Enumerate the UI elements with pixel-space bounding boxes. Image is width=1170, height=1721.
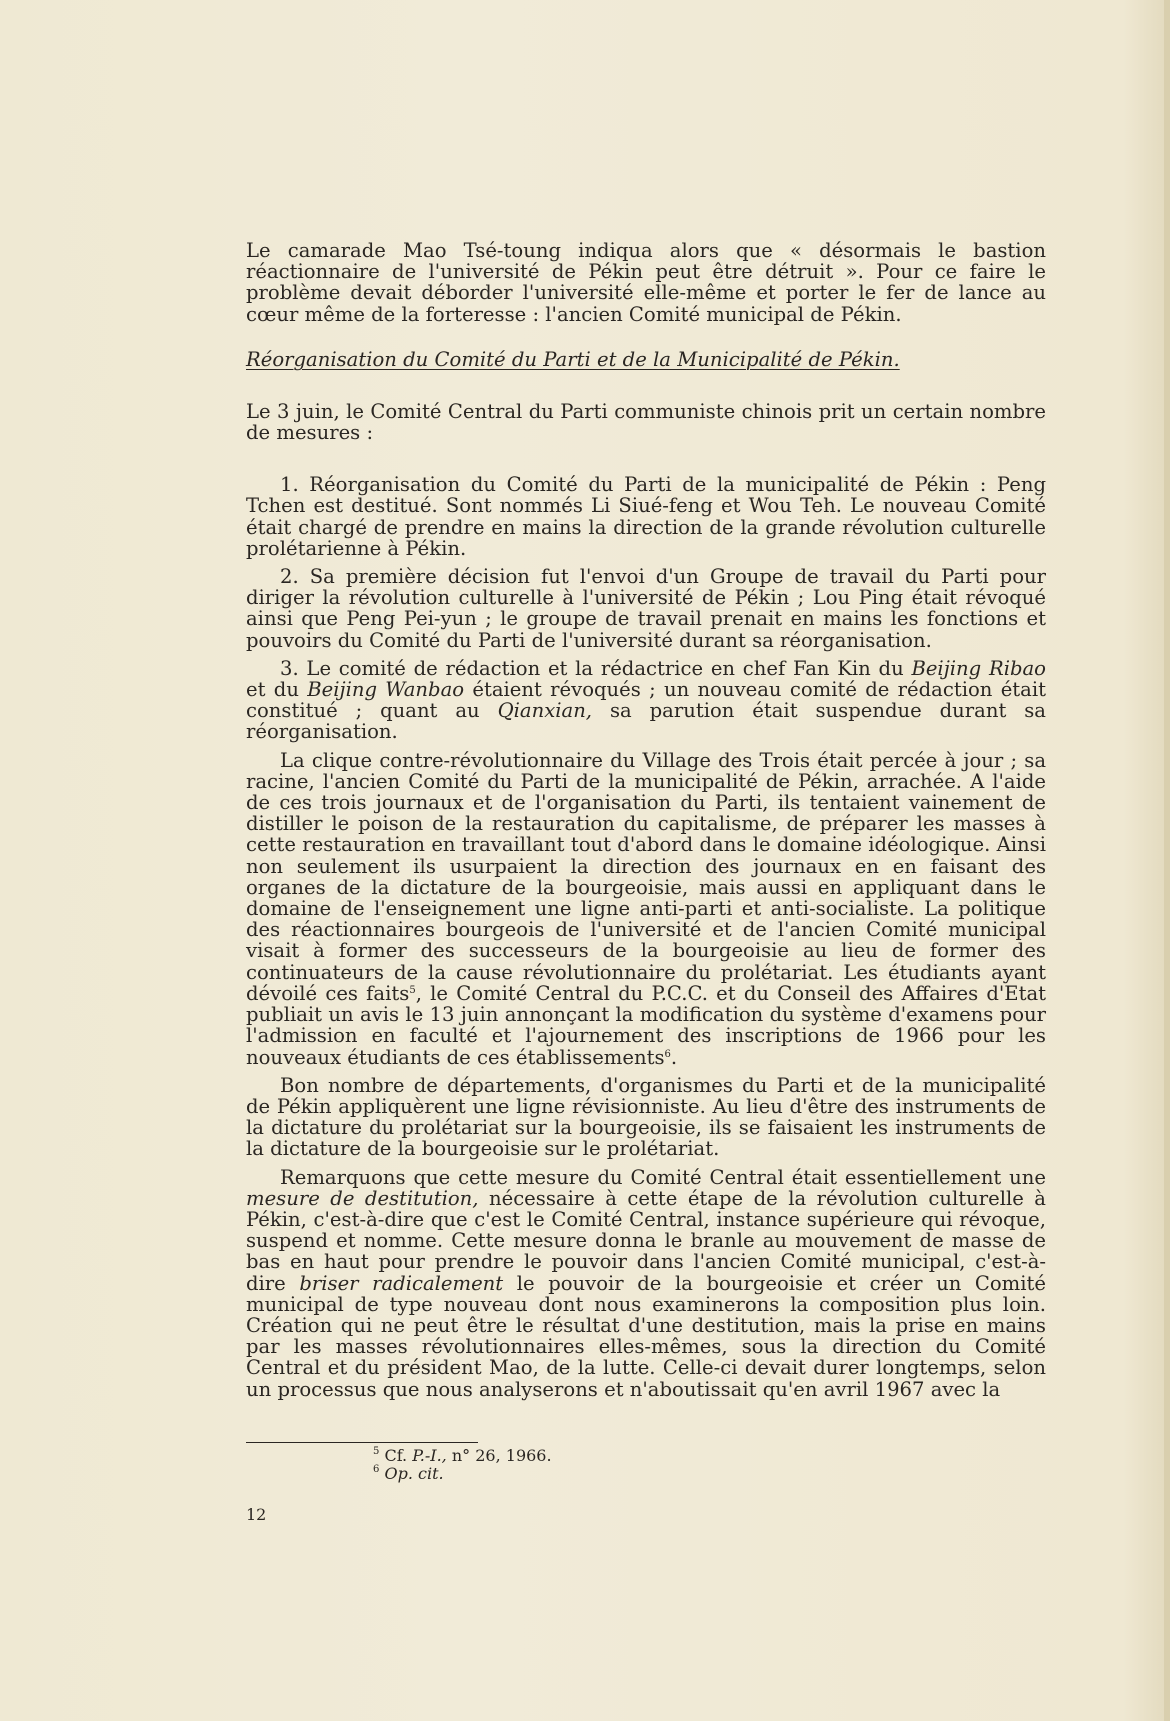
- footnote-ref-6: 6: [664, 1048, 671, 1060]
- footnote-5: $^5$ Cf. P.-I., n° 26, 1966.: [373, 1446, 552, 1465]
- journal-title: Qianxian,: [497, 699, 593, 723]
- list-item-2: 2. Sa première décision fut l'envoi d'un Groupe de travail du Parti pour diriger la révolution culturelle à l'université de Pékin ; Lou Ping était révoqué ainsi que Peng Pei-yun ; le groupe de travail prenait en mains les fonctions et pouvoirs du Comité du Parti de l'université durant sa réorganisation.: [246, 565, 1046, 652]
- footnotes: [373, 1447, 552, 1483]
- paragraph-intro: Le camarade Mao Tsé-toung indiqua alors que « désormais le bastion réactionnaire de l'université de Pékin peut être détruit ». Pour ce faire le problème devait déborder l'université elle-même et porter le fer de lance au cœur même de la forteresse : l'ancien Comité municipal de Pékin.: [246, 239, 1046, 326]
- paragraph-clique: La clique contre-révolutionnaire du Village des Trois était percée à jour ; sa racine, l'ancien Comité du Parti de la municipalité de Pékin, arrachée. A l'aide de ces trois journaux et de l'organisation du Parti, ils tentaient vainement de distiller le poison de la restauration du capitalisme, de préparer les masses à cette restauration en travaillant tout d'abord dans le domaine idéologique. Ainsi non seulement ils usurpaient la direction des journaux en en faisant des organes de la dictature de la bourgeoisie, mais aussi en appliquant dans le domaine de l'enseignement une ligne anti-parti et anti-socialiste. La politique des réactionnaires bourgeois de l'université et de l'ancien Comité municipal visait à former des successeurs de la bourgeoisie au lieu de former des continuateurs de la cause révolutionnaire du prolétariat. Les étudiants ayant dévoilé ces faits$^5$, le Comité Central du P.C.C. et du Conseil des Affaires d'Etat publiait un avis le 13 juin annonçant la modification du système d'examens pour l'admission en faculté et l'ajournement des inscriptions de 1966 pour les nouveaux étudiants de ces établissements$^6$.: [246, 748, 1047, 1069]
- list-item-3: 3. Le comité de rédaction et la rédactrice en chef Fan Kin du Beijing Ribao et du Beijing Wanbao étaient révoqués ; un nouveau comité de rédaction était constitué ; quant au Qianxian, sa parution était suspendue durant sa réorganisation.: [246, 656, 1046, 744]
- page-number: 12: [246, 1505, 267, 1524]
- newspaper-title: Beijing Wanbao: [307, 678, 465, 702]
- main-text-column: [246, 240, 1046, 1400]
- page-edge-shadow: [1164, 0, 1170, 1721]
- paragraph-departments: Bon nombre de départements, d'organismes du Parti et de la municipalité de Pékin appliquèrent une ligne révisionniste. Au lieu d'être des instruments de la dictature du prolétariat sur la bourgeoisie, ils se faisaient les instruments de la dictature de la bourgeoisie sur le prolétariat.: [246, 1073, 1046, 1161]
- paragraph-remarks: Remarquons que cette mesure du Comité Central était essentiellement une mesure de destitution, nécessaire à cette étape de la révolution culturelle à Pékin, c'est-à-dire que c'est le Comité Central, instance supérieure qui révoque, suspend et nomme. Cette mesure donna le branle au mouvement de masse de bas en haut pour prendre le pouvoir dans l'ancien Comité municipal, c'est-à-dire briser radicalement le pouvoir de la bourgeoisie et créer un Comité municipal de type nouveau dont nous examinerons la composition plus loin. Création qui ne peut être le résultat d'une destitution, mais la prise en mains par les masses révolutionnaires elles-mêmes, sous la direction du Comité Central et du président Mao, de la lutte. Celle-ci devait durer longtemps, selon un processus que nous analyserons et n'aboutissait qu'en avril 1967 avec la: [246, 1165, 1046, 1401]
- section-heading: Réorganisation du Comité du Parti et de la Municipalité de Pékin.: [246, 347, 900, 371]
- footnote-rule: [246, 1442, 478, 1443]
- emphasis-destitution: mesure de destitution,: [246, 1186, 479, 1210]
- footnote-ref-5: 5: [409, 984, 416, 996]
- paragraph-measures-intro: Le 3 juin, le Comité Central du Parti communiste chinois prit un certain nombre de mesures :: [246, 399, 1046, 445]
- list-item-1: 1. Réorganisation du Comité du Parti de la municipalité de Pékin : Peng Tchen est destitué. Sont nommés Li Siué-feng et Wou Teh. Le nouveau Comité était chargé de prendre en mains la direction de la grande révolution culturelle prolétarienne à Pékin.: [246, 473, 1046, 560]
- footnote-6: $^6$ Op. cit.: [373, 1464, 444, 1483]
- emphasis-briser: briser radicalement: [299, 1271, 504, 1295]
- newspaper-title: Beijing Ribao: [911, 656, 1046, 680]
